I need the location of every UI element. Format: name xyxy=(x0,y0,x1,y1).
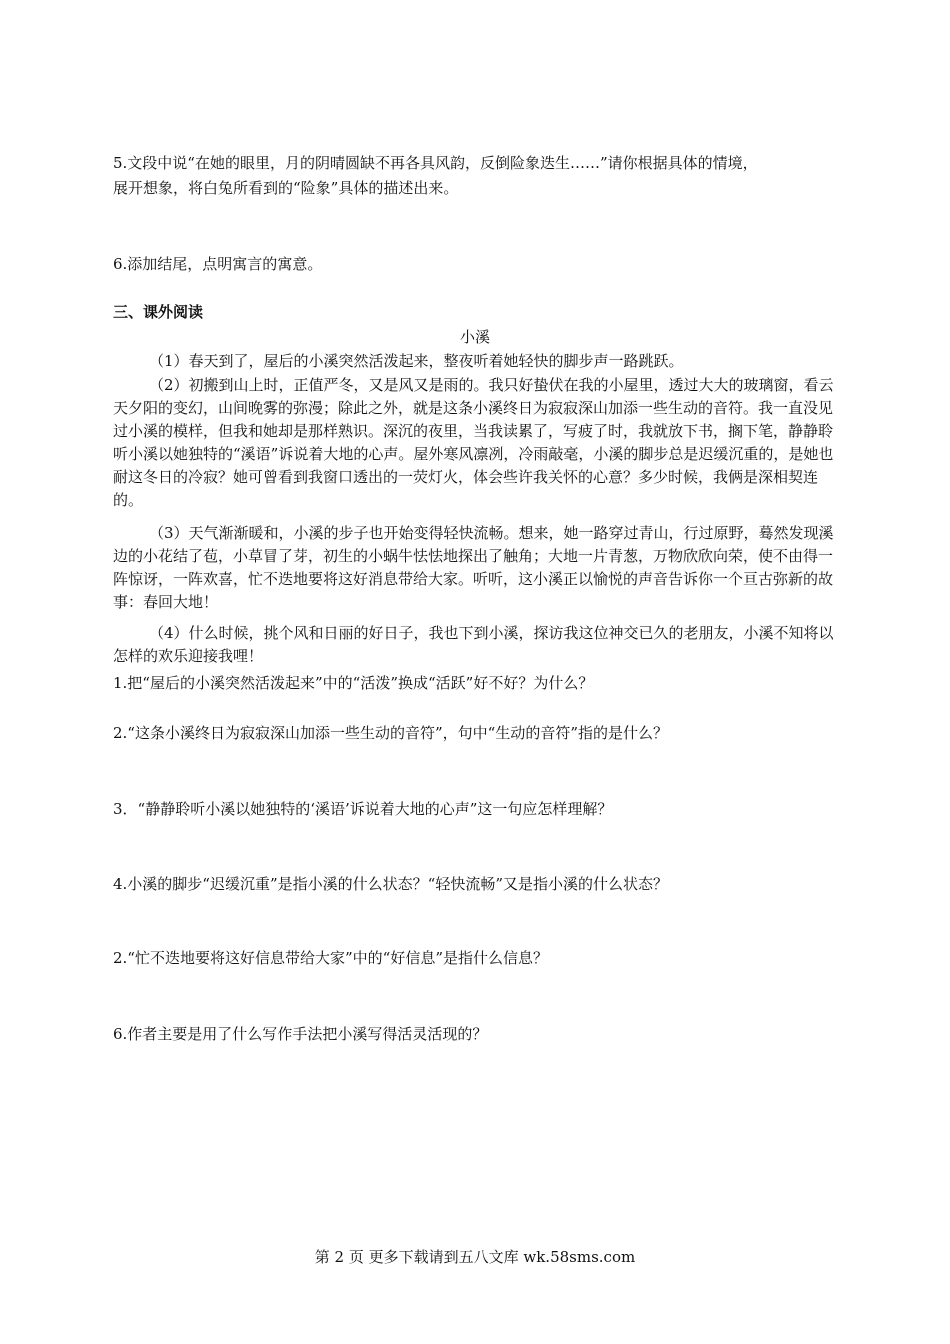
question-item: 4.小溪的脚步“迟缓沉重”是指小溪的什么状态？“轻快流畅”又是指小溪的什么状态？ xyxy=(113,875,668,893)
passage-paragraph-3: （3）天气渐渐暖和，小溪的步子也开始变得轻快流畅。想来，她一路穿过青山，行过原野，蓦然发现溪边的小花结了苞，小草冒了芽，初生的小蜗牛怯怯地探出了触角；大地一片青葱，万物欣欣向荣，使不由得一阵惊讶，一阵欢喜，忙不迭地要将这好消息带给大家。听听，这小溪正以愉悦的声音告诉你一个亘古弥新的故事：春回大地！ xyxy=(113,524,834,611)
page-footer: 第 2 页 更多下载请到五八文库 wk.58sms.com xyxy=(314,1248,636,1266)
question-item: 2.“这条小溪终日为寂寂深山加添一些生动的音符”，句中“生动的音符”指的是什么？ xyxy=(113,724,668,742)
question-5-line-2: 展开想象，将白兔所看到的“险象”具体的描述出来。 xyxy=(113,179,459,197)
question-item: 6.作者主要是用了什么写作手法把小溪写得活灵活现的？ xyxy=(113,1025,488,1043)
question-item: 2.“忙不迭地要将这好信息带给大家”中的“好信息”是指什么信息？ xyxy=(113,949,548,967)
passage-paragraph-4: （4）什么时候，挑个风和日丽的好日子，我也下到小溪，探访我这位神交已久的老朋友，小溪不知将以怎样的欢乐迎接我哩！ xyxy=(113,624,834,665)
passage-paragraph-2: （2）初搬到山上时，正值严冬，又是风又是雨的。我只好蛰伏在我的小屋里，透过大大的玻璃窗，看云天夕阳的变幻，山间晚雾的弥漫；除此之外，就是这条小溪终日为寂寂深山加添一些生动的音符。我一直没见过小溪的模样，但我和她却是那样熟识。深沉的夜里，当我读累了，写疲了时，我就放下书，搁下笔，静静聆听小溪以她独特的“溪语”诉说着大地的心声。屋外寒风凛冽，冷雨敲毫，小溪的脚步总是迟缓沉重的，是她也耐这冬日的冷寂？她可曾看到我窗口透出的一荧灯火，体会些许我关怀的心意？多少时候，我俩是深相契连的。 xyxy=(113,376,834,509)
question-item: 1.把“屋后的小溪突然活泼起来”中的“活泼”换成“活跃”好不好？为什么？ xyxy=(113,674,594,692)
question-5-line-1: 5.文段中说“在她的眼里，月的阴晴圆缺不再各具风韵，反倒险象迭生……”请你根据具体的情境， xyxy=(113,154,758,172)
passage-paragraph-1: （1）春天到了，屋后的小溪突然活泼起来，整夜听着她轻快的脚步声一路跳跃。 xyxy=(149,352,684,370)
question-6: 6.添加结尾，点明寓言的寓意。 xyxy=(113,255,323,273)
question-item: 3．“静静聆听小溪以她独特的‘溪语’诉说着大地的心声”这一句应怎样理解？ xyxy=(113,800,613,818)
section-heading: 三、课外阅读 xyxy=(113,303,204,321)
passage-title: 小溪 xyxy=(459,328,490,346)
